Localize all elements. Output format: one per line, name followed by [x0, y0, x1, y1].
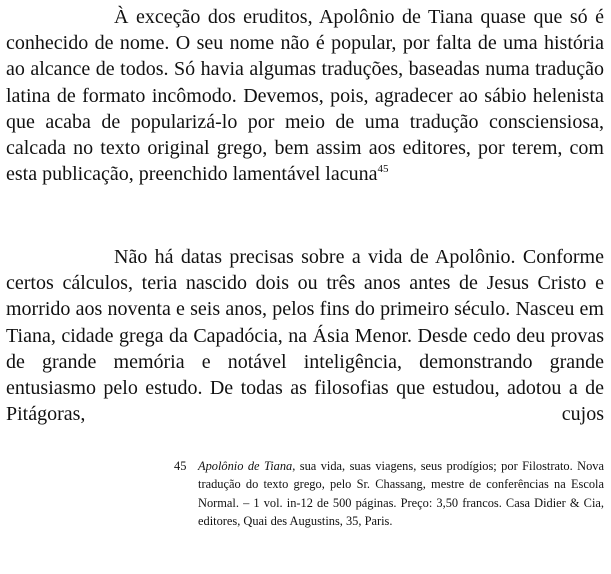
paragraph-1 — [6, 4, 604, 187]
footnote-number: 45 — [174, 459, 187, 473]
footnote-text: , sua vida, suas viagens, seus prodígios; por Filostrato. Nova tradução do texto grego, pelo Sr. Chassang, mestre de conferências na Escola Normal. – 1 vol. in-12 de 500 páginas. Preço: 3,50 francos. Casa Didier & Cia, editores, Quai des Augustins, 35, Paris. — [198, 459, 604, 528]
footnote — [174, 457, 604, 530]
paragraph-1-text: À exceção dos eruditos, Apolônio de Tiana quase que só é conhecido de nome. O seu nome não é popular, por falta de uma história ao alcance de todos. Só havia algumas traduções, baseadas numa tradução latina de formato incômodo. Devemos, pois, agradecer ao sábio helenista que acaba de popularizá-lo por meio de uma tradução consciensiosa, calcada no texto original grego, bem assim aos editores, por terem, com esta publicação, preenchido lamentável lacuna — [6, 6, 604, 186]
footnote-body — [198, 457, 604, 530]
footnote-reference: 45 — [377, 162, 389, 175]
paragraph-2-text: Não há datas precisas sobre a vida de Apolônio. Conforme certos cálculos, teria nascido dois ou três anos antes de Jesus Cristo e morrido aos noventa e seis anos, pelos fins do primeiro século. Nasceu em Tiana, cidade grega da Capadócia, na Ásia Menor. Desde cedo deu provas de grande memória e notável inteligência, demonstrando grande entusiasmo pelo estudo. De todas as filosofias que estudou, adotou a de Pitágoras, cujos — [6, 246, 604, 426]
book-page — [6, 0, 604, 574]
paragraph-2 — [6, 244, 604, 427]
footnote-book-title: Apolônio de Tiana — [198, 459, 293, 473]
